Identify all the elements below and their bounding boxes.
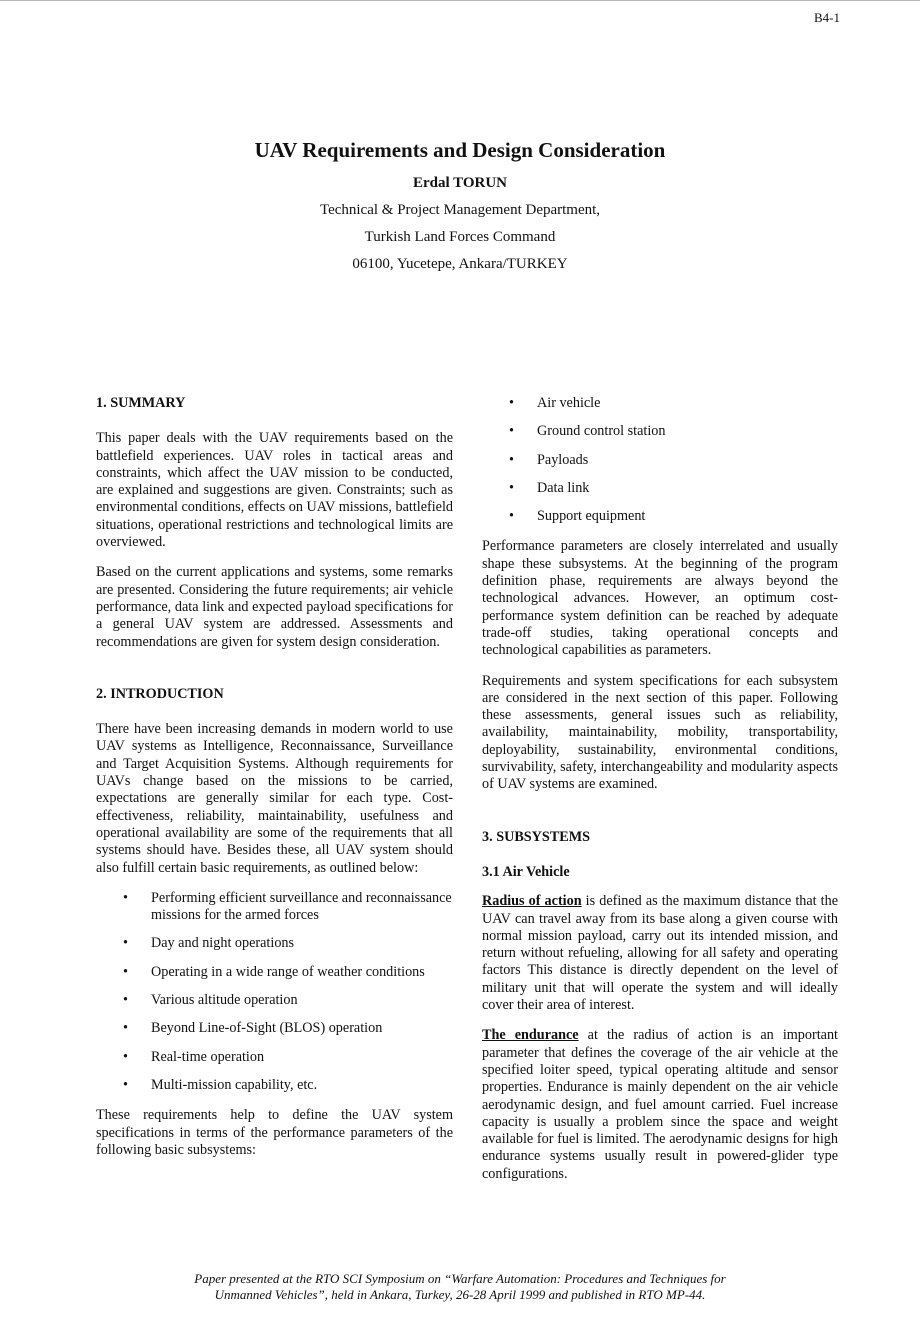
introduction-paragraph-1: There have been increasing demands in modern world to use UAV systems as Intelligence, Reconnaissance, Surveillance and Target Acquisition Systems. Although requirements for UAVs change based on the missions to be carried, expectations are generally similar for each type. Cost-effectiveness, reliability, maintainability, usefulness and operational availability are some of the requirements that all systems should have. Besides these, all UAV system should also fulfill certain basic requirements, as outlined below: xyxy=(96,721,453,876)
introduction-paragraph-3: Performance parameters are closely interrelated and usually shape these subsystems. At the beginning of the program definition phase, requirements are always beyond the technological advances. However, an optimum cost-performance system definition can be reached by adequate trade-off studies, taking operational concepts and technological capabilities as parameters. xyxy=(482,538,838,659)
list-item: • Real-time operation xyxy=(96,1049,453,1066)
footer-line-2: Unmanned Vehicles”, held in Ankara, Turkey, 26-28 April 1999 and published in RTO MP-44. xyxy=(214,1287,706,1302)
affiliation-line-2: Turkish Land Forces Command xyxy=(364,229,556,245)
right-column xyxy=(482,395,838,1196)
endurance-term: The endurance xyxy=(482,1027,579,1044)
list-item: • Payloads xyxy=(482,452,838,469)
radius-of-action-text: is defined as the maximum distance that the UAV can travel away from its base along a given course with normal mission payload, carry out its intended mission, and return without refueling, allowing for all safety and operating factors This distance is directly dependent on the level of military unit that will operate the system and will ideally cover their area of interest. xyxy=(482,893,839,1014)
left-column xyxy=(96,395,453,1172)
endurance-paragraph xyxy=(482,1027,838,1183)
air-vehicle-subheading: 3.1 Air Vehicle xyxy=(482,863,570,880)
summary-paragraph-2: Based on the current applications and systems, some remarks are presented. Considering the future requirements; air vehicle performance, data link and expected payload specifications for a general UAV system are addressed. Assessments and recommendations are given for system design consideration. xyxy=(96,564,453,650)
requirements-list xyxy=(96,890,453,1094)
paper-title: UAV Requirements and Design Consideration xyxy=(254,138,666,162)
list-item: • Operating in a wide range of weather conditions xyxy=(96,964,453,981)
affiliation-line-3: 06100, Yucetepe, Ankara/TURKEY xyxy=(352,256,568,272)
list-item: • Day and night operations xyxy=(96,935,453,952)
list-item: • Ground control station xyxy=(482,423,838,440)
paper-header xyxy=(0,138,920,273)
list-item: • Various altitude operation xyxy=(96,992,453,1009)
footer-line-1: Paper presented at the RTO SCI Symposium on “Warfare Automation: Procedures and Techniques for xyxy=(194,1271,726,1286)
summary-paragraph-1: This paper deals with the UAV requirements based on the battlefield experiences. UAV roles in tactical areas and constraints, which affect the UAV mission to be conducted, are explained and suggestions are given. Constraints; such as environmental conditions, effects on UAV missions, battlefield situations, operational restrictions and technological limits are overviewed. xyxy=(96,430,453,551)
radius-of-action-term: Radius of action xyxy=(482,893,582,910)
publication-footer xyxy=(0,1271,920,1303)
endurance-text: at the radius of action is an important parameter that defines the coverage of the air vehicle at the specified loiter speed, typical operating altitude and sensor properties. Endurance is mainly dependent on the air vehicle aerodynamic design, and fuel amount carried. Fuel increase capacity is usually a problem since the space and weight available for fuel is limited. The aerodynamic designs for high endurance systems usually result in powered-glider type configurations. xyxy=(482,1027,838,1182)
list-item: • Data link xyxy=(482,480,838,497)
affiliation-line-1: Technical & Project Management Department, xyxy=(319,202,601,218)
subsystems-list xyxy=(482,395,838,525)
summary-heading: 1. SUMMARY xyxy=(96,395,186,411)
list-item: • Support equipment xyxy=(482,508,838,525)
list-item: • Air vehicle xyxy=(482,395,838,412)
introduction-paragraph-4: Requirements and system specifications for each subsystem are considered in the next section of this paper. Following these assessments, general issues such as reliability, availability, maintainability, mobility, transportability, deployability, sustainability, environmental conditions, survivability, safety, interchangeability and modularity aspects of UAV systems are examined. xyxy=(482,672,838,793)
top-scan-edge xyxy=(0,0,920,1)
list-item: • Performing efficient surveillance and reconnaissance missions for the armed forces xyxy=(96,890,453,925)
introduction-paragraph-2: These requirements help to define the UAV system specifications in terms of the performance parameters of the following basic subsystems: xyxy=(96,1107,453,1158)
subsystems-heading: 3. SUBSYSTEMS xyxy=(482,828,591,845)
author-name: Erdal TORUN xyxy=(412,175,508,191)
introduction-heading: 2. INTRODUCTION xyxy=(96,685,224,702)
radius-of-action-paragraph xyxy=(482,893,838,1014)
list-item: • Beyond Line-of-Sight (BLOS) operation xyxy=(96,1020,453,1037)
page-number: B4-1 xyxy=(814,10,840,25)
list-item: • Multi-mission capability, etc. xyxy=(96,1077,453,1094)
